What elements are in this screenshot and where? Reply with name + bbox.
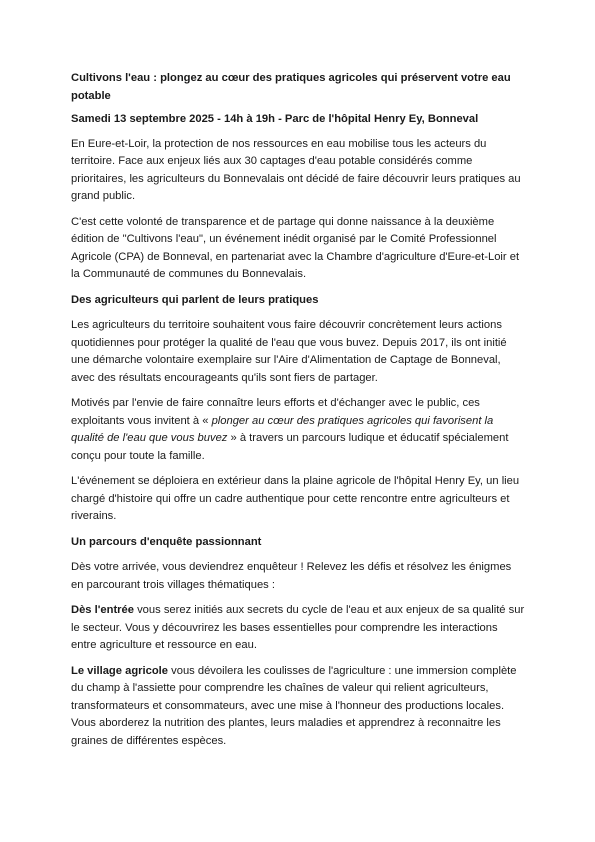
section-heading-parcours: Un parcours d'enquête passionnant [71,535,262,548]
farmers-paragraph-1: Les agriculteurs du territoire souhaitent vous faire découvrir concrètement leurs actions quotidiennes pour protéger la qualité de l'eau que vous buvez. Depuis 2017, ils ont initié une démarche volontaire exemplaire sur l'Aire d'Alimentation de Captage de Bonneval, avec des résultats encourageants qu'ils sont fiers de partager. [71,319,507,384]
document-title: Cultivons l'eau : plongez au cœur des pratiques agricoles qui préservent votre eau potable [71,72,511,102]
village-agricole-label: Le village agricole [71,664,169,677]
intro-paragraph-1: En Eure-et-Loir, la protection de nos ressources en eau mobilise tous les acteurs du territoire. Face aux enjeux liés aux 30 captages d'eau potable considérés comme prioritaires, les agriculteurs du Bonnevalais ont décidé de faire découvrir leurs pratiques au grand public. [71,137,521,202]
document-page [71,70,526,758]
parcours-paragraph-1: Dès votre arrivée, vous deviendrez enquêteur ! Relevez les défis et résolvez les énigmes en parcourant trois villages thématiques : [71,561,512,591]
village-agricole-text: vous dévoilera les coulisses de l'agriculture : une immersion complète du champ à l'assiette pour comprendre les chaînes de valeur qui relient agriculteurs, transformateurs et consommateurs, avec une mise à l'honneur des productions locales. Vous aborderez la nutrition des plantes, leurs maladies et apprendrez à reconnaitre les graines de différentes espèces. [71,664,517,747]
quote-text: plonger au cœur des pratiques agricoles qui favorisent la qualité de l'eau que vous buvez [71,414,494,444]
section-heading-farmers: Des agriculteurs qui parlent de leurs pratiques [71,293,319,306]
farmers-paragraph-3: L'événement se déploiera en extérieur dans la plaine agricole de l'hôpital Henry Ey, un lieu chargé d'histoire qui offre un cadre authentique pour cette rencontre entre agriculteurs et riverains. [71,475,520,522]
entree-text: vous serez initiés aux secrets du cycle de l'eau et aux enjeux de sa qualité sur le secteur. Vous y découvrirez les bases essentielles pour comprendre les interactions entre agriculture et ressource en eau. [71,604,525,651]
entree-label: Dès l'entrée [71,604,134,616]
quote-outro-text: » à travers un parcours ludique et éducatif spécialement conçu pour toute la famille. [71,432,509,462]
quote-intro-text: Motivés par l'envie de faire connaître leurs efforts et d'échanger avec le public, ces exploitants vous invitent à « [71,397,480,427]
event-date-location: Samedi 13 septembre 2025 - 14h à 19h - Parc de l'hôpital Henry Ey, Bonneval [71,113,479,125]
entree-paragraph [71,602,526,655]
village-agricole-paragraph [71,663,526,751]
farmers-paragraph-2 [71,395,526,465]
intro-paragraph-2: C'est cette volonté de transparence et de partage qui donne naissance à la deuxième édition de "Cultivons l'eau", un événement inédit organisé par le Comité Professionnel Agricole (CPA) de Bonneval, en partenariat avec la Chambre d'agriculture d'Eure-et-Loir et la Communauté de communes du Bonnevalais. [71,215,520,280]
